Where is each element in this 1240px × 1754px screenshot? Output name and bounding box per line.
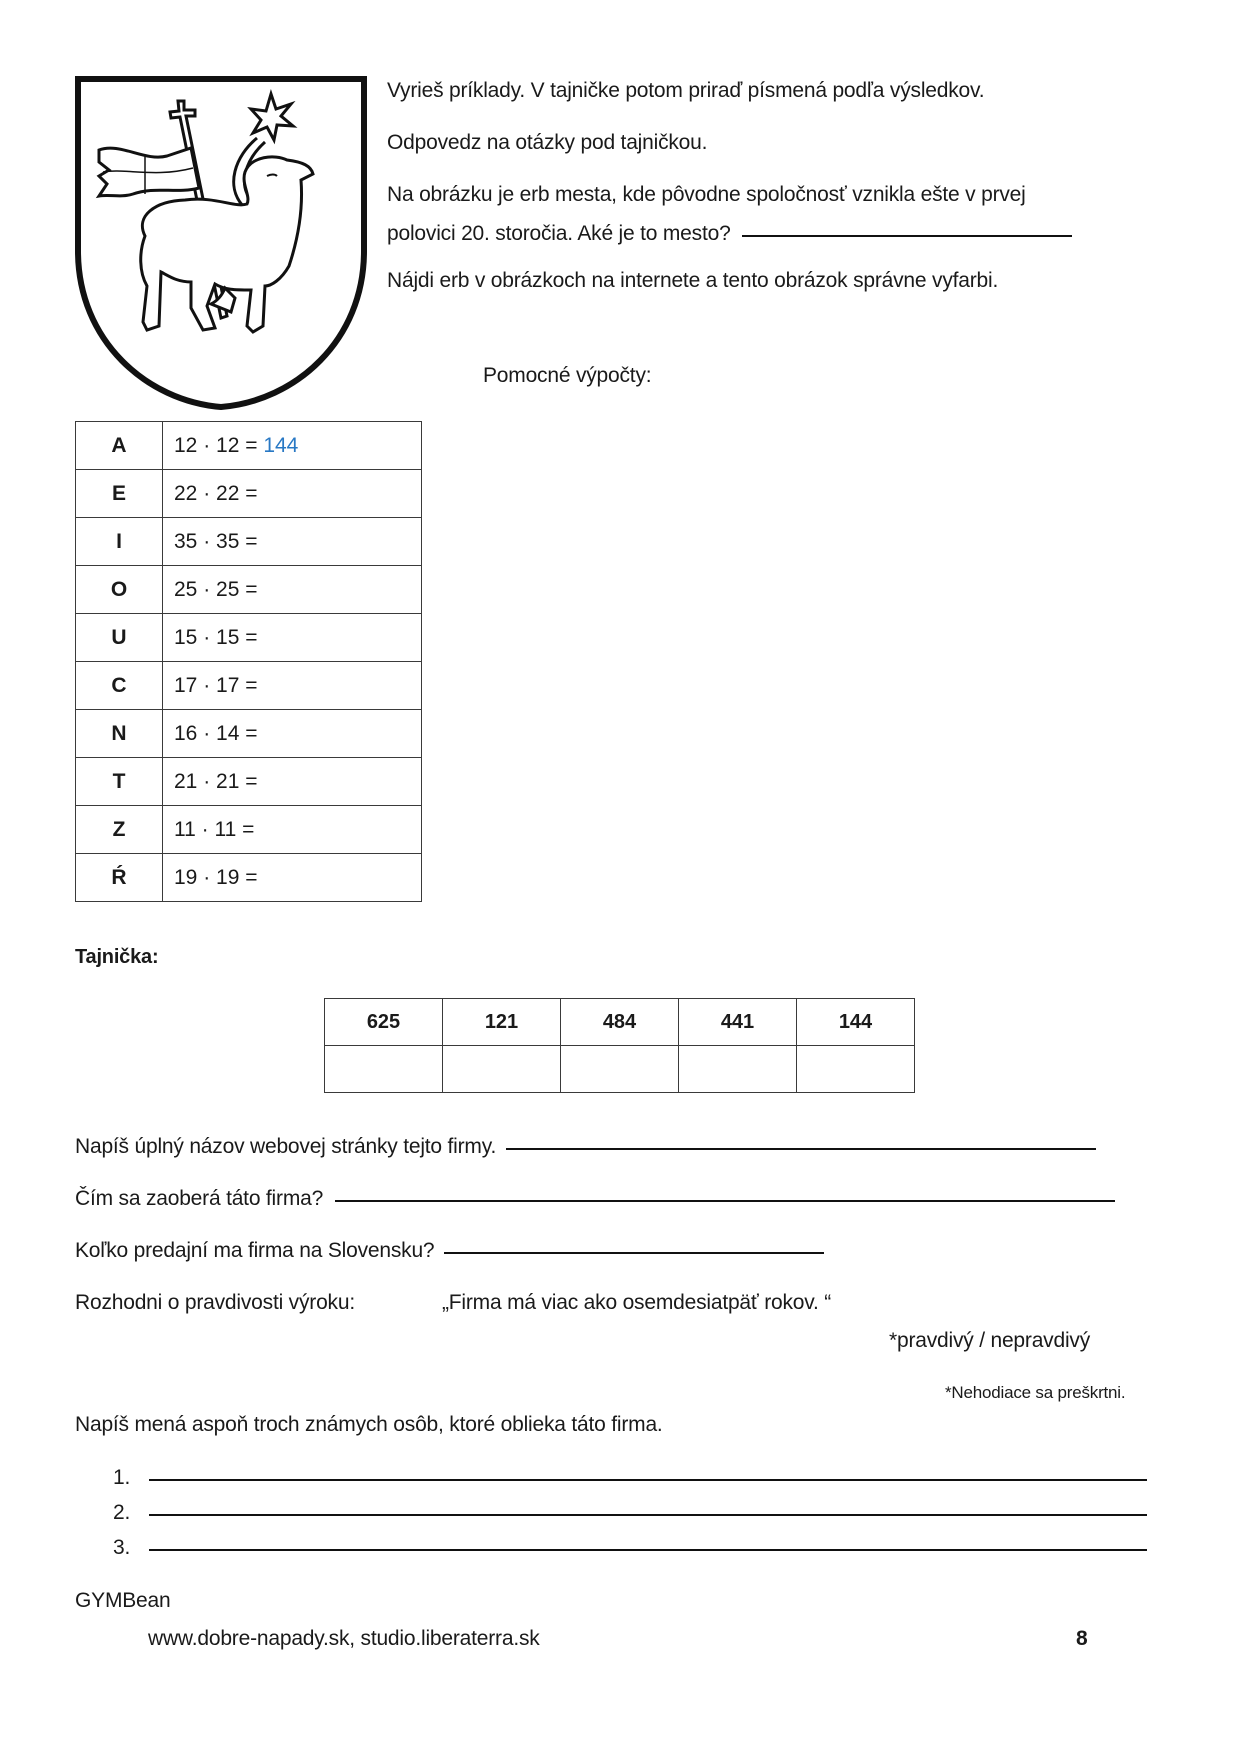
instruction-coat-of-arms-line2 [387, 221, 1072, 247]
expression-text: 15 · 15 = [174, 625, 258, 649]
list-number: 1. [113, 1466, 131, 1489]
question-truth-label: Rozhodni o pravdivosti výroku: [75, 1291, 355, 1314]
question-famous-people: Napíš mená aspoň troch známych osôb, ktoré oblieka táto firma. [75, 1413, 663, 1436]
letter-cell: O [76, 566, 163, 614]
expression-cell[interactable] [163, 662, 422, 710]
question-truth-statement: „Firma má viac ako osemdesiatpäť rokov. “ [442, 1291, 832, 1314]
letter-cell: N [76, 710, 163, 758]
calculation-table [75, 421, 422, 902]
table-row [76, 854, 422, 902]
question-stores [75, 1238, 824, 1264]
answer-value: 144 [263, 433, 299, 457]
secret-number-cell: 625 [325, 999, 443, 1046]
famous-person-answer-line[interactable] [149, 1549, 1147, 1551]
truth-note: *Nehodiace sa preškrtni. [945, 1383, 1126, 1402]
stores-answer-line[interactable] [444, 1252, 824, 1254]
shield-lamb-with-banner-icon [75, 76, 367, 410]
instruction-solve: Vyrieš príklady. V tajničke potom priraď písmená podľa výsledkov. [387, 79, 985, 102]
table-row [76, 470, 422, 518]
letter-cell: I [76, 518, 163, 566]
secret-number-cell: 484 [561, 999, 679, 1046]
secret-number-cell: 441 [679, 999, 797, 1046]
secret-puzzle-table [324, 998, 915, 1093]
question-business [75, 1186, 1115, 1212]
instruction-color: Nájdi erb v obrázkoch na internete a tento obrázok správne vyfarbi. [387, 269, 999, 292]
page-number: 8 [1076, 1627, 1088, 1650]
letter-cell: C [76, 662, 163, 710]
famous-person-item-2 [113, 1500, 1147, 1526]
table-row [76, 710, 422, 758]
expression-text: 25 · 25 = [174, 577, 258, 601]
table-row [76, 566, 422, 614]
secret-number-cell: 121 [443, 999, 561, 1046]
secret-letters-row [325, 1046, 915, 1093]
expression-cell[interactable] [163, 566, 422, 614]
expression-cell[interactable] [163, 614, 422, 662]
footer-brand: GYMBean [75, 1589, 171, 1612]
letter-cell: Z [76, 806, 163, 854]
letter-cell: E [76, 470, 163, 518]
letter-cell: U [76, 614, 163, 662]
famous-person-answer-line[interactable] [149, 1479, 1147, 1481]
famous-person-item-3 [113, 1535, 1147, 1561]
secret-numbers-row [325, 999, 915, 1046]
expression-text: 16 · 14 = [174, 721, 258, 745]
website-answer-line[interactable] [506, 1148, 1096, 1150]
expression-cell[interactable] [163, 518, 422, 566]
expression-cell[interactable] [163, 806, 422, 854]
secret-letter-input[interactable] [443, 1046, 561, 1093]
table-row [76, 806, 422, 854]
expression-text: 22 · 22 = [174, 481, 258, 505]
expression-text: 35 · 35 = [174, 529, 258, 553]
expression-text: 17 · 17 = [174, 673, 258, 697]
letter-cell: T [76, 758, 163, 806]
instruction-coat-of-arms-line1: Na obrázku je erb mesta, kde pôvodne spoločnosť vznikla ešte v prvej [387, 183, 1026, 206]
secret-number-cell: 144 [797, 999, 915, 1046]
question-website-text: Napíš úplný názov webovej stránky tejto firmy. [75, 1135, 497, 1158]
secret-label: Tajnička: [75, 946, 159, 968]
famous-person-answer-line[interactable] [149, 1514, 1147, 1516]
city-answer-line[interactable] [742, 235, 1072, 237]
expression-cell[interactable] [163, 758, 422, 806]
secret-letter-input[interactable] [561, 1046, 679, 1093]
table-row [76, 614, 422, 662]
list-number: 2. [113, 1501, 131, 1524]
secret-letter-input[interactable] [797, 1046, 915, 1093]
expression-cell[interactable] [163, 422, 422, 470]
question-business-text: Čím sa zaoberá táto firma? [75, 1187, 324, 1210]
expression-text: 12 · 12 = [174, 433, 258, 457]
table-row [76, 422, 422, 470]
table-row [76, 758, 422, 806]
secret-letter-input[interactable] [679, 1046, 797, 1093]
truth-options[interactable]: *pravdivý / nepravdivý [889, 1329, 1091, 1352]
coat-of-arms-image [75, 76, 367, 410]
letter-cell: Ŕ [76, 854, 163, 902]
expression-text: 19 · 19 = [174, 865, 258, 889]
expression-cell[interactable] [163, 710, 422, 758]
business-answer-line[interactable] [335, 1200, 1115, 1202]
footer-links[interactable]: www.dobre-napady.sk, studio.liberaterra.sk [148, 1627, 540, 1650]
question-stores-text: Koľko predajní ma firma na Slovensku? [75, 1239, 435, 1262]
letter-cell: A [76, 422, 163, 470]
expression-text: 21 · 21 = [174, 769, 258, 793]
instruction-answer: Odpovedz na otázky pod tajničkou. [387, 131, 708, 154]
famous-person-item-1 [113, 1465, 1147, 1491]
table-row [76, 518, 422, 566]
helper-calculations-label: Pomocné výpočty: [483, 364, 652, 387]
secret-letter-input[interactable] [325, 1046, 443, 1093]
list-number: 3. [113, 1536, 131, 1559]
expression-cell[interactable] [163, 470, 422, 518]
city-question: polovici 20. storočia. Aké je to mesto? [387, 222, 731, 245]
table-row [76, 662, 422, 710]
expression-text: 11 · 11 = [174, 817, 255, 841]
expression-cell[interactable] [163, 854, 422, 902]
question-website [75, 1134, 1096, 1160]
